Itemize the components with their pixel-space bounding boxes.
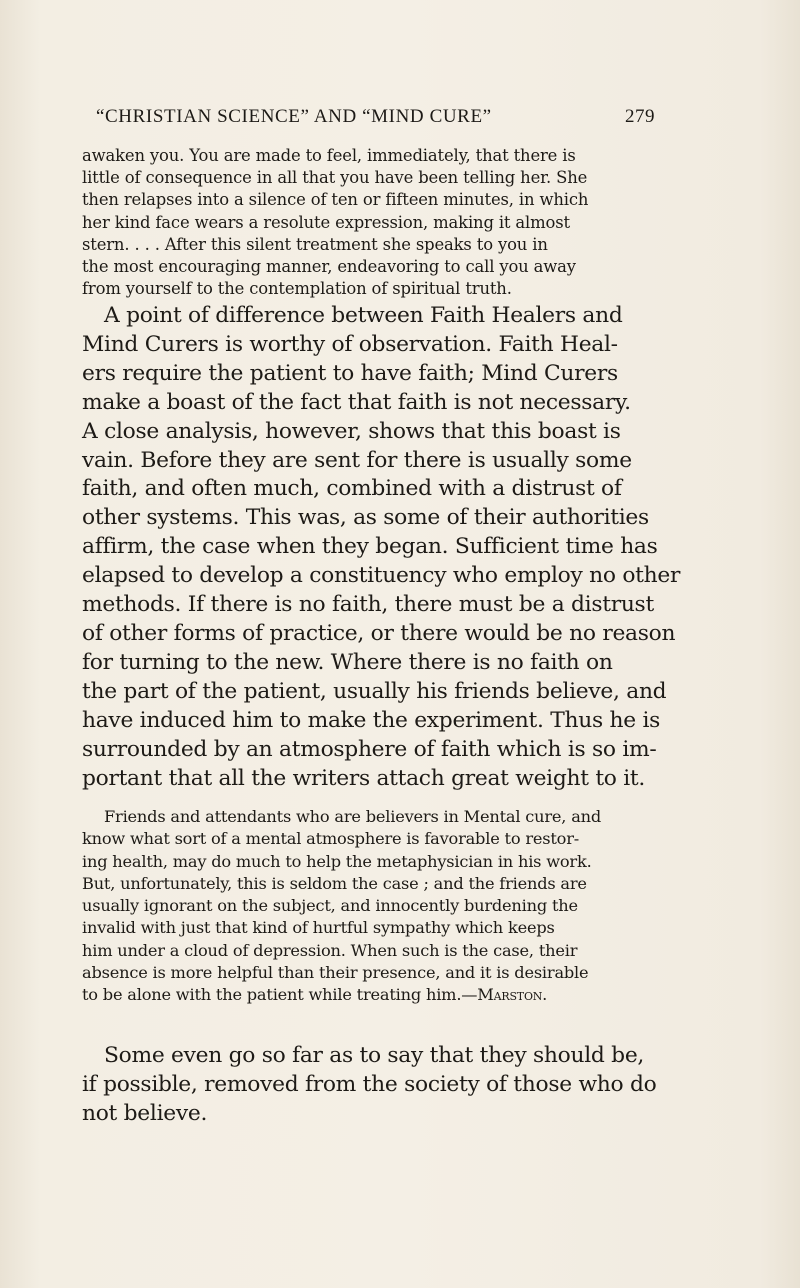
text-line: usually ignorant on the subject, and innocently burdening the — [82, 896, 578, 916]
text-line-last — [82, 984, 712, 1006]
text-line: A point of difference between Faith Healers and — [104, 303, 623, 328]
page-number: 279 — [625, 106, 655, 127]
body-paragraph-1 — [82, 302, 712, 793]
text-line: from yourself to the contemplation of spiritual truth. — [82, 279, 512, 299]
text-line: ing health, may do much to help the metaphysician in his work. — [82, 851, 592, 871]
text-line: the most encouraging manner, endeavoring to call you away — [82, 257, 576, 277]
text-line: Some even go so far as to say that they should be, — [104, 1043, 645, 1068]
text-line: of other forms of practice, or there would be no reason — [82, 620, 676, 646]
text-line: other systems. This was, as some of their authorities — [82, 505, 649, 531]
text-line: make a boast of the fact that faith is not necessary. — [82, 389, 631, 415]
text-line: know what sort of a mental atmosphere is favorable to restor- — [82, 829, 580, 849]
text-line: Mind Curers is worthy of observation. Faith Heal- — [82, 331, 618, 357]
text-line: if possible, removed from the society of those who do — [82, 1071, 657, 1097]
text-line: surrounded by an atmosphere of faith which is so im- — [82, 736, 657, 762]
text-line: for turning to the new. Where there is no faith on — [82, 649, 613, 675]
text-line: little of consequence in all that you have been telling her. She — [82, 168, 588, 188]
text-line: not believe. — [82, 1100, 208, 1126]
text-line: elapsed to develop a constituency who employ no other — [82, 563, 681, 589]
attribution: Marston. — [477, 985, 548, 1005]
text-line: invalid with just that kind of hurtful sympathy which keeps — [82, 918, 555, 938]
quoted-paragraph-1 — [82, 145, 712, 300]
text-line: faith, and often much, combined with a distrust of — [82, 476, 622, 502]
text-line: ers require the patient to have faith; Mind Curers — [82, 360, 618, 386]
quoted-paragraph-2 — [82, 806, 712, 1007]
text-line: him under a cloud of depression. When such is the case, their — [82, 940, 578, 960]
text-line: her kind face wears a resolute expression, making it almost — [82, 212, 570, 232]
page-header — [0, 100, 800, 140]
text-line: Friends and attendants who are believers in Mental cure, and — [104, 807, 602, 826]
text-line: A close analysis, however, shows that this boast is — [82, 418, 621, 444]
text-line: portant that all the writers attach great weight to it. — [82, 765, 646, 791]
text-line: methods. If there is no faith, there must be a distrust — [82, 592, 654, 618]
text-line: then relapses into a silence of ten or fifteen minutes, in which — [82, 190, 589, 210]
quote-text: to be alone with the patient while treating him.— — [82, 985, 478, 1005]
text-line: vain. Before they are sent for there is usually some — [82, 447, 632, 473]
text-line: stern. . . . After this silent treatment she speaks to you in — [82, 234, 548, 254]
text-line: awaken you. You are made to feel, immediately, that there is — [82, 146, 576, 165]
text-line: But, unfortunately, this is seldom the case ; and the friends are — [82, 873, 587, 893]
running-head: “CHRISTIAN SCIENCE” AND “MIND CURE” — [96, 106, 492, 127]
text-line: absence is more helpful than their presence, and it is desirable — [82, 963, 589, 983]
text-line: have induced him to make the experiment. Thus he is — [82, 707, 661, 733]
text-line: the part of the patient, usually his friends believe, and — [82, 678, 667, 704]
body-paragraph-2 — [82, 1042, 712, 1129]
text-line: affirm, the case when they began. Sufficient time has — [82, 534, 658, 560]
